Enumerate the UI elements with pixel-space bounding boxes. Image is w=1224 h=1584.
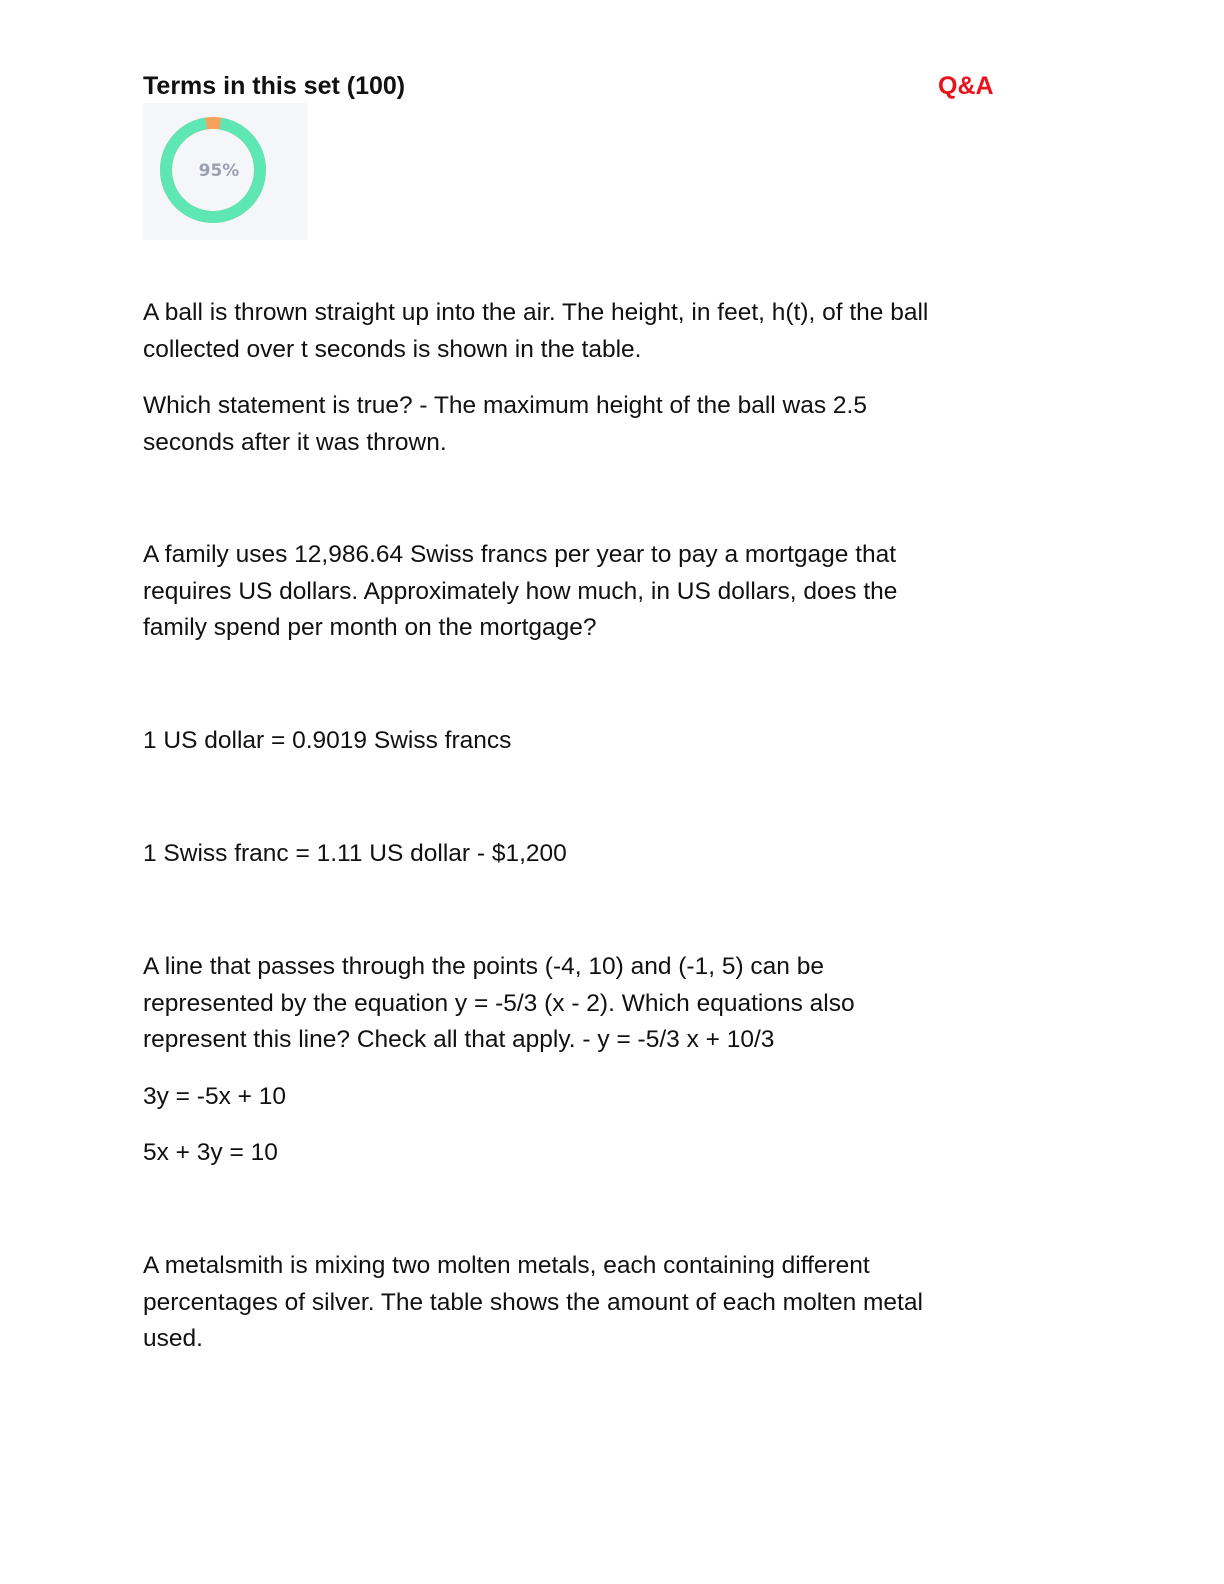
term-paragraph: A ball is thrown straight up into the air. The height, in feet, h(t), of the ball collected over t seconds is shown in the table. <box>143 299 929 363</box>
term-paragraph: 1 Swiss franc = 1.11 US dollar - $1,200 <box>143 840 567 867</box>
qa-label: Q&A <box>938 72 994 100</box>
term-paragraph: 3y = -5x + 10 <box>143 1083 287 1110</box>
term-paragraph: 5x + 3y = 10 <box>143 1139 278 1166</box>
term-paragraph: 1 US dollar = 0.9019 Swiss francs <box>143 727 512 754</box>
progress-ring-card <box>143 103 307 240</box>
term-paragraph: A family uses 12,986.64 Swiss francs per year to pay a mortgage that requires US dollars. Approximately how much, in US dollars, does the family spend per month on the mortgage? <box>143 541 898 641</box>
term-paragraph: Which statement is true? - The maximum height of the ball was 2.5 seconds after it was thrown. <box>143 392 867 456</box>
progress-percent-label: 95% <box>198 161 240 181</box>
progress-ring <box>143 103 307 240</box>
term-paragraph: A metalsmith is mixing two molten metals, each containing different percentages of silver. The table shows the amount of each molten metal used. <box>143 1252 923 1352</box>
term-paragraph: A line that passes through the points (-4, 10) and (-1, 5) can be represented by the equation y = -5/3 (x - 2). Which equations also represent this line? Check all that apply. - y = -5/3 x + 10/3 <box>143 953 855 1053</box>
page-title: Terms in this set (100) <box>143 72 406 100</box>
